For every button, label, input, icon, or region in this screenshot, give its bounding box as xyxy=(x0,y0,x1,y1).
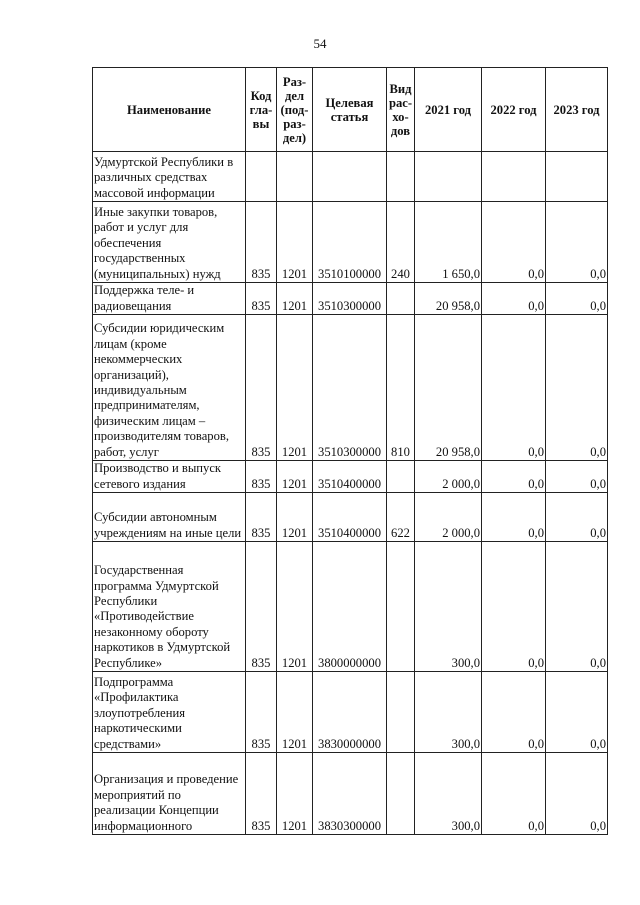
cell-y2021: 300,0 xyxy=(415,542,482,672)
cell-code xyxy=(246,152,277,202)
cell-name: Подпрограмма «Профилактика злоупотребления наркотическими средствами» xyxy=(93,672,246,753)
cell-code: 835 xyxy=(246,202,277,283)
table-row xyxy=(93,493,608,542)
cell-section: 1201 xyxy=(277,202,313,283)
table-row xyxy=(93,202,608,283)
cell-y2022: 0,0 xyxy=(482,315,546,461)
cell-target: 3830000000 xyxy=(313,672,387,753)
header-code: Код гла-вы xyxy=(246,68,277,152)
cell-kind xyxy=(387,672,415,753)
header-section: Раз-дел (под-раз-дел) xyxy=(277,68,313,152)
cell-y2021: 2 000,0 xyxy=(415,461,482,493)
cell-kind xyxy=(387,542,415,672)
cell-kind xyxy=(387,152,415,202)
cell-y2022: 0,0 xyxy=(482,461,546,493)
cell-name: Иные закупки товаров, работ и услуг для обеспечения государственных (муниципальных) нужд xyxy=(93,202,246,283)
header-target: Целевая статья xyxy=(313,68,387,152)
cell-y2022: 0,0 xyxy=(482,753,546,835)
cell-y2023: 0,0 xyxy=(546,461,608,493)
page-number: 54 xyxy=(313,36,327,51)
cell-y2022: 0,0 xyxy=(482,283,546,315)
cell-code: 835 xyxy=(246,315,277,461)
cell-y2022: 0,0 xyxy=(482,672,546,753)
table-row xyxy=(93,542,608,672)
cell-code: 835 xyxy=(246,283,277,315)
cell-target: 3800000000 xyxy=(313,542,387,672)
cell-code: 835 xyxy=(246,461,277,493)
cell-kind: 622 xyxy=(387,493,415,542)
cell-code: 835 xyxy=(246,542,277,672)
cell-section: 1201 xyxy=(277,542,313,672)
cell-y2023: 0,0 xyxy=(546,202,608,283)
cell-target: 3510100000 xyxy=(313,202,387,283)
cell-y2023: 0,0 xyxy=(546,672,608,753)
cell-y2023: 0,0 xyxy=(546,283,608,315)
cell-name: Производство и выпуск сетевого издания xyxy=(93,461,246,493)
cell-y2021 xyxy=(415,152,482,202)
cell-code: 835 xyxy=(246,672,277,753)
cell-section: 1201 xyxy=(277,283,313,315)
cell-code: 835 xyxy=(246,753,277,835)
header-name: Наименование xyxy=(93,68,246,152)
cell-y2021: 20 958,0 xyxy=(415,315,482,461)
table-row xyxy=(93,753,608,835)
cell-target: 3510400000 xyxy=(313,493,387,542)
cell-kind xyxy=(387,461,415,493)
cell-y2021: 300,0 xyxy=(415,672,482,753)
cell-y2022: 0,0 xyxy=(482,202,546,283)
table-row xyxy=(93,283,608,315)
cell-y2023 xyxy=(546,152,608,202)
cell-name: Организация и проведение мероприятий по реализации Концепции информационного xyxy=(93,753,246,835)
cell-y2021: 2 000,0 xyxy=(415,493,482,542)
cell-section: 1201 xyxy=(277,315,313,461)
table-header-row xyxy=(93,68,608,152)
budget-table xyxy=(92,67,608,835)
header-2023: 2023 год xyxy=(546,68,608,152)
cell-kind: 240 xyxy=(387,202,415,283)
cell-section: 1201 xyxy=(277,753,313,835)
table-row xyxy=(93,461,608,493)
cell-y2022 xyxy=(482,152,546,202)
cell-name: Поддержка теле- и радиовещания xyxy=(93,283,246,315)
header-2022: 2022 год xyxy=(482,68,546,152)
header-kind: Вид рас-хо-дов xyxy=(387,68,415,152)
cell-target: 3510400000 xyxy=(313,461,387,493)
table-row xyxy=(93,152,608,202)
cell-kind xyxy=(387,283,415,315)
cell-y2022: 0,0 xyxy=(482,493,546,542)
cell-y2023: 0,0 xyxy=(546,753,608,835)
cell-section xyxy=(277,152,313,202)
cell-y2021: 300,0 xyxy=(415,753,482,835)
header-2021: 2021 год xyxy=(415,68,482,152)
cell-y2021: 20 958,0 xyxy=(415,283,482,315)
cell-name: Удмуртской Республики в различных средствах массовой информации xyxy=(93,152,246,202)
cell-target: 3830300000 xyxy=(313,753,387,835)
cell-y2023: 0,0 xyxy=(546,542,608,672)
cell-y2022: 0,0 xyxy=(482,542,546,672)
table-body xyxy=(93,152,608,835)
table-row xyxy=(93,315,608,461)
cell-code: 835 xyxy=(246,493,277,542)
cell-section: 1201 xyxy=(277,672,313,753)
cell-name: Субсидии автономным учреждениям на иные цели xyxy=(93,493,246,542)
cell-section: 1201 xyxy=(277,493,313,542)
cell-y2021: 1 650,0 xyxy=(415,202,482,283)
cell-kind: 810 xyxy=(387,315,415,461)
cell-name: Государственная программа Удмуртской Республики «Противодействие незаконному обороту наркотиков в Удмуртской Республике» xyxy=(93,542,246,672)
cell-y2023: 0,0 xyxy=(546,315,608,461)
cell-target: 3510300000 xyxy=(313,315,387,461)
cell-kind xyxy=(387,753,415,835)
cell-target: 3510300000 xyxy=(313,283,387,315)
cell-y2023: 0,0 xyxy=(546,493,608,542)
table-row xyxy=(93,672,608,753)
cell-section: 1201 xyxy=(277,461,313,493)
cell-name: Субсидии юридическим лицам (кроме некоммерческих организаций), индивидуальным предпринимателям, физическим лицам – производителям товаров, работ, услуг xyxy=(93,315,246,461)
cell-target xyxy=(313,152,387,202)
